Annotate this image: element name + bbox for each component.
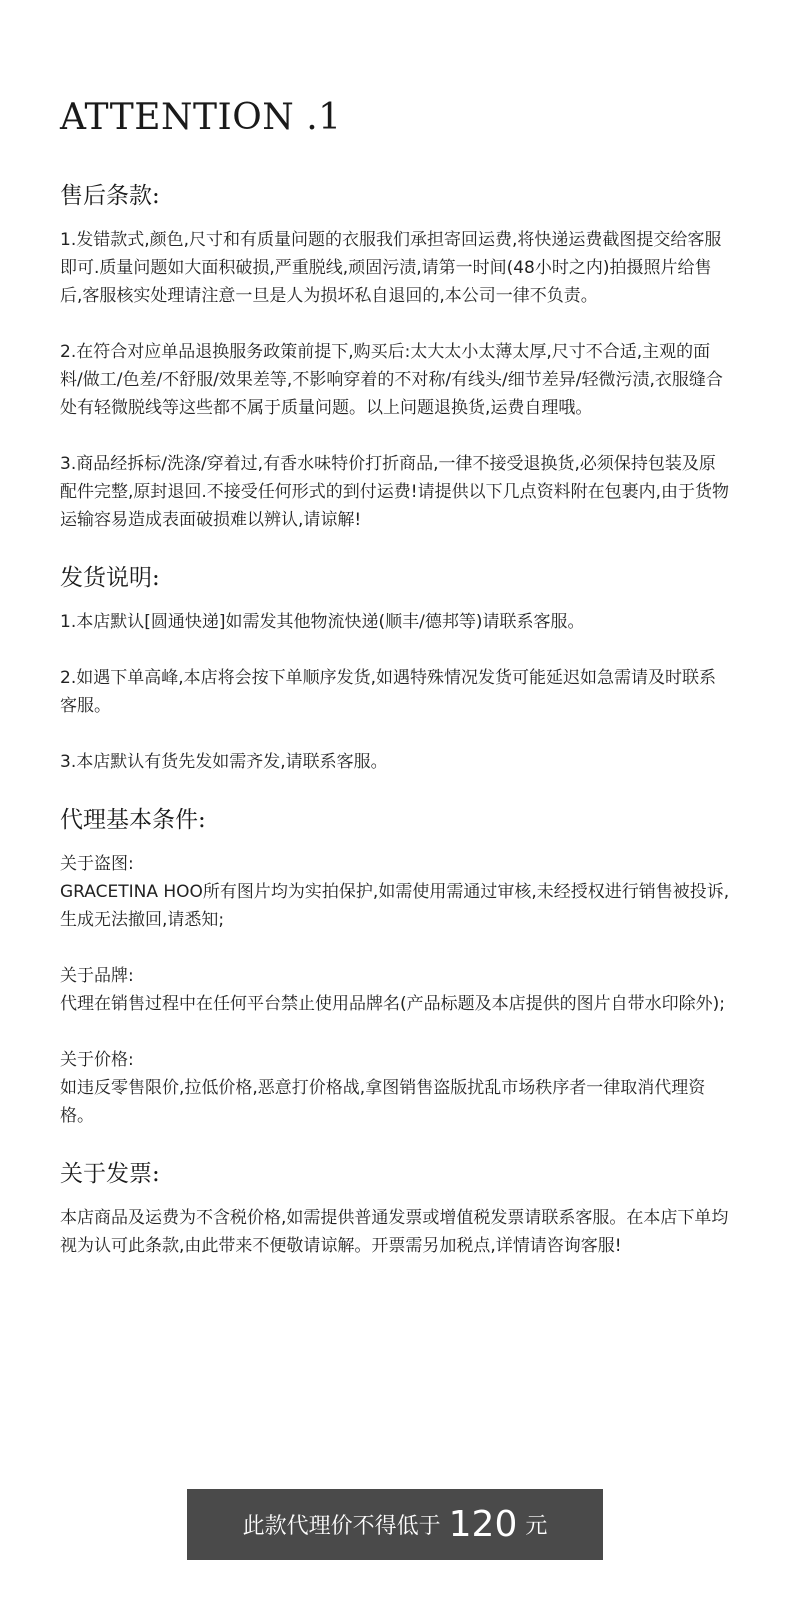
section-after-sales xyxy=(60,180,730,534)
price-value: 120 xyxy=(448,1503,518,1545)
paragraph: 本店商品及运费为不含税价格,如需提供普通发票或增值税发票请联系客服。在本店下单均视为认可此条款,由此带来不便敬请谅解。开票需另加税点,详情请咨询客服! xyxy=(60,1208,729,1256)
paragraph: 关于价格: 如违反零售限价,拉低价格,恶意打价格战,拿图销售盗版扰乱市场秩序者一律取消代理资格。 xyxy=(60,1050,706,1126)
price-suffix: 元 xyxy=(525,1514,548,1539)
page-title: ATTENTION .1 xyxy=(60,97,342,138)
paragraph: 2.在符合对应单品退换服务政策前提下,购买后:太大太小太薄太厚,尺寸不合适,主观的面料/做工/色差/不舒服/效果差等,不影响穿着的不对称/有线头/细节差异/轻微污渍,衣服缝合处有轻微脱线等这些都不属于质量问题。以上问题退换货,运费自理哦。 xyxy=(60,342,723,418)
section-heading: 售后条款: xyxy=(60,183,160,209)
paragraph: 关于品牌: 代理在销售过程中在任何平台禁止使用品牌名(产品标题及本店提供的图片自带水印除外); xyxy=(60,966,725,1014)
paragraph: 1.发错款式,颜色,尺寸和有质量问题的衣服我们承担寄回运费,将快递运费截图提交给客服即可.质量问题如大面积破损,严重脱线,顽固污渍,请第一时间(48小时之内)拍摄照片给售后,客服核实处理请注意一旦是人为损坏私自退回的,本公司一律不负责。 xyxy=(60,230,722,306)
policy-page xyxy=(60,96,730,1288)
paragraph: 关于盗图: GRACETINA HOO所有图片均为实拍保护,如需使用需通过审核,未经授权进行销售被投诉,生成无法撤回,请悉知; xyxy=(60,854,730,930)
price-prefix: 此款代理价不得低于 xyxy=(242,1514,441,1539)
section-heading: 关于发票: xyxy=(60,1161,160,1187)
section-shipping xyxy=(60,562,730,776)
minimum-price-banner xyxy=(187,1489,603,1560)
section-heading: 代理基本条件: xyxy=(60,807,206,833)
paragraph: 2.如遇下单高峰,本店将会按下单顺序发货,如遇特殊情况发货可能延迟如急需请及时联系客服。 xyxy=(60,668,717,716)
section-agent-conditions xyxy=(60,804,730,1130)
paragraph: 1.本店默认[圆通快递]如需发其他物流快递(顺丰/德邦等)请联系客服。 xyxy=(60,612,585,632)
paragraph: 3.商品经拆标/洗涤/穿着过,有香水味特价打折商品,一律不接受退换货,必须保持包装及原配件完整,原封退回.不接受任何形式的到付运费!请提供以下几点资料附在包裹内,由于货物运输容易造成表面破损难以辨认,请谅解! xyxy=(60,454,730,530)
section-heading: 发货说明: xyxy=(60,565,160,591)
section-invoice xyxy=(60,1158,730,1260)
paragraph: 3.本店默认有货先发如需齐发,请联系客服。 xyxy=(60,752,388,772)
